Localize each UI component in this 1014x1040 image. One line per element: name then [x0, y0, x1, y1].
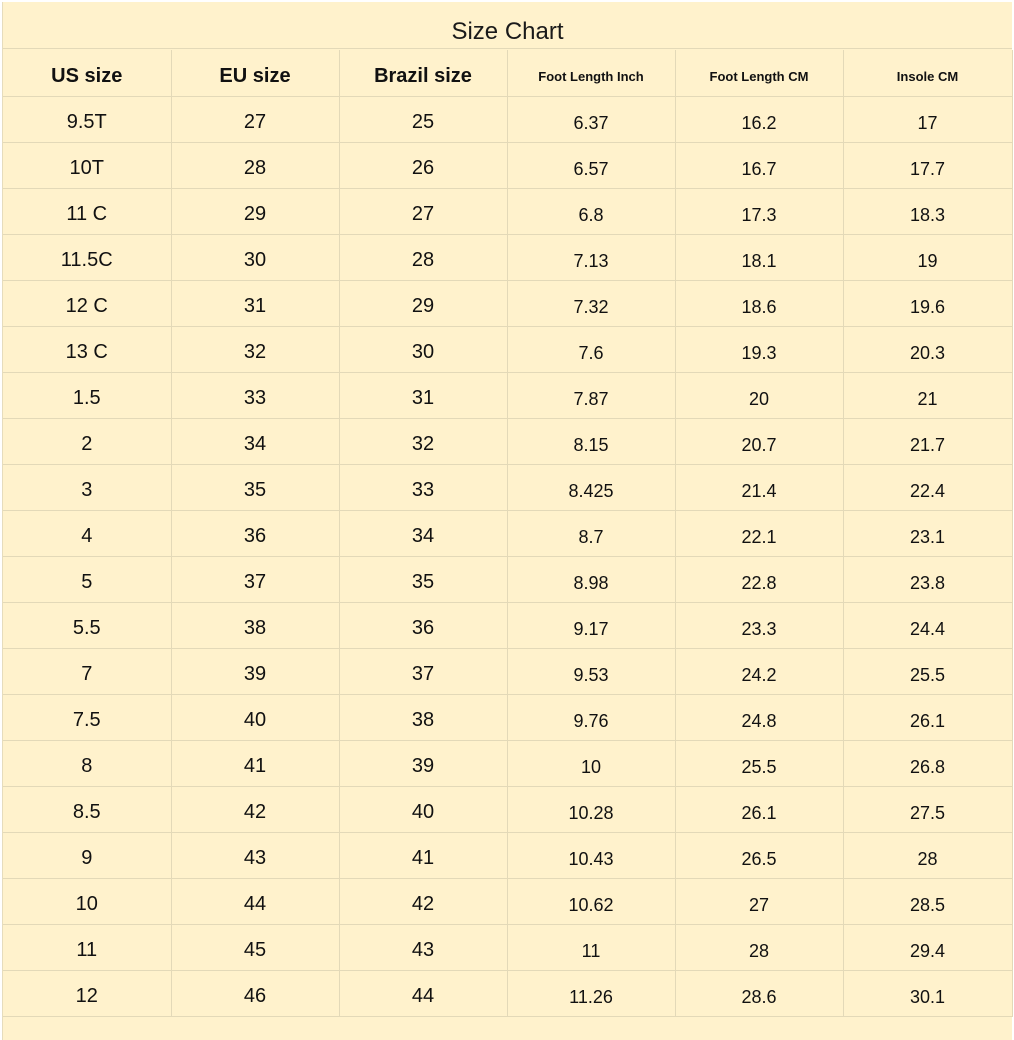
cell-foot-length-inch: 6.37	[507, 96, 675, 142]
cell-brazil-size: 25	[339, 96, 507, 142]
table-row	[3, 418, 1012, 464]
cell-foot-length-inch: 6.57	[507, 142, 675, 188]
cell-foot-length-cm: 24.2	[675, 648, 843, 694]
cell-us-size: 5.5	[3, 602, 171, 648]
size-chart-table	[3, 50, 1013, 1017]
cell-foot-length-cm: 21.4	[675, 464, 843, 510]
cell-us-size: 8	[3, 740, 171, 786]
cell-foot-length-cm: 18.6	[675, 280, 843, 326]
header-brazil-size: Brazil size	[339, 50, 507, 96]
table-row	[3, 96, 1012, 142]
cell-brazil-size: 36	[339, 602, 507, 648]
chart-title: Size Chart	[3, 2, 1012, 49]
table-row	[3, 970, 1012, 1016]
cell-insole-cm: 19	[843, 234, 1012, 280]
cell-us-size: 5	[3, 556, 171, 602]
cell-foot-length-cm: 28.6	[675, 970, 843, 1016]
cell-foot-length-cm: 17.3	[675, 188, 843, 234]
cell-brazil-size: 44	[339, 970, 507, 1016]
cell-foot-length-cm: 20.7	[675, 418, 843, 464]
cell-insole-cm: 26.1	[843, 694, 1012, 740]
table-row	[3, 464, 1012, 510]
header-insole-cm: Insole CM	[843, 50, 1012, 96]
cell-insole-cm: 21.7	[843, 418, 1012, 464]
cell-foot-length-cm: 26.1	[675, 786, 843, 832]
cell-foot-length-cm: 28	[675, 924, 843, 970]
cell-eu-size: 27	[171, 96, 339, 142]
cell-eu-size: 29	[171, 188, 339, 234]
cell-foot-length-inch: 10.62	[507, 878, 675, 924]
table-row	[3, 510, 1012, 556]
cell-eu-size: 31	[171, 280, 339, 326]
cell-foot-length-inch: 8.7	[507, 510, 675, 556]
cell-foot-length-inch: 11	[507, 924, 675, 970]
header-row	[3, 50, 1012, 96]
cell-brazil-size: 31	[339, 372, 507, 418]
cell-eu-size: 39	[171, 648, 339, 694]
cell-eu-size: 33	[171, 372, 339, 418]
cell-us-size: 7	[3, 648, 171, 694]
table-row	[3, 648, 1012, 694]
table-row	[3, 832, 1012, 878]
cell-eu-size: 36	[171, 510, 339, 556]
cell-us-size: 7.5	[3, 694, 171, 740]
cell-brazil-size: 41	[339, 832, 507, 878]
table-row	[3, 372, 1012, 418]
table-row	[3, 878, 1012, 924]
cell-eu-size: 30	[171, 234, 339, 280]
cell-foot-length-cm: 24.8	[675, 694, 843, 740]
table-row	[3, 556, 1012, 602]
cell-insole-cm: 18.3	[843, 188, 1012, 234]
cell-insole-cm: 17	[843, 96, 1012, 142]
cell-foot-length-cm: 27	[675, 878, 843, 924]
cell-foot-length-inch: 6.8	[507, 188, 675, 234]
cell-eu-size: 44	[171, 878, 339, 924]
cell-brazil-size: 30	[339, 326, 507, 372]
cell-eu-size: 45	[171, 924, 339, 970]
cell-insole-cm: 30.1	[843, 970, 1012, 1016]
header-foot-length-cm: Foot Length CM	[675, 50, 843, 96]
cell-insole-cm: 23.1	[843, 510, 1012, 556]
cell-brazil-size: 43	[339, 924, 507, 970]
cell-us-size: 11.5C	[3, 234, 171, 280]
cell-brazil-size: 27	[339, 188, 507, 234]
cell-foot-length-inch: 11.26	[507, 970, 675, 1016]
table-row	[3, 188, 1012, 234]
cell-foot-length-inch: 7.13	[507, 234, 675, 280]
cell-us-size: 11	[3, 924, 171, 970]
cell-brazil-size: 32	[339, 418, 507, 464]
cell-insole-cm: 26.8	[843, 740, 1012, 786]
cell-eu-size: 40	[171, 694, 339, 740]
cell-eu-size: 38	[171, 602, 339, 648]
cell-brazil-size: 26	[339, 142, 507, 188]
cell-insole-cm: 29.4	[843, 924, 1012, 970]
header-us-size: US size	[3, 50, 171, 96]
cell-insole-cm: 17.7	[843, 142, 1012, 188]
cell-brazil-size: 33	[339, 464, 507, 510]
table-row	[3, 786, 1012, 832]
cell-eu-size: 28	[171, 142, 339, 188]
cell-foot-length-inch: 7.87	[507, 372, 675, 418]
cell-foot-length-cm: 22.1	[675, 510, 843, 556]
cell-insole-cm: 20.3	[843, 326, 1012, 372]
cell-us-size: 11 C	[3, 188, 171, 234]
cell-insole-cm: 28	[843, 832, 1012, 878]
table-row	[3, 280, 1012, 326]
table-row	[3, 142, 1012, 188]
table-row	[3, 694, 1012, 740]
cell-foot-length-inch: 8.98	[507, 556, 675, 602]
cell-foot-length-inch: 10	[507, 740, 675, 786]
cell-brazil-size: 42	[339, 878, 507, 924]
cell-insole-cm: 21	[843, 372, 1012, 418]
cell-brazil-size: 28	[339, 234, 507, 280]
cell-foot-length-inch: 8.15	[507, 418, 675, 464]
cell-insole-cm: 28.5	[843, 878, 1012, 924]
cell-us-size: 3	[3, 464, 171, 510]
cell-brazil-size: 37	[339, 648, 507, 694]
cell-eu-size: 34	[171, 418, 339, 464]
cell-foot-length-cm: 25.5	[675, 740, 843, 786]
cell-eu-size: 35	[171, 464, 339, 510]
cell-us-size: 8.5	[3, 786, 171, 832]
cell-foot-length-inch: 10.28	[507, 786, 675, 832]
cell-insole-cm: 23.8	[843, 556, 1012, 602]
cell-us-size: 10	[3, 878, 171, 924]
cell-us-size: 12 C	[3, 280, 171, 326]
cell-us-size: 13 C	[3, 326, 171, 372]
cell-foot-length-cm: 16.7	[675, 142, 843, 188]
cell-foot-length-cm: 26.5	[675, 832, 843, 878]
cell-foot-length-inch: 9.17	[507, 602, 675, 648]
table-row	[3, 234, 1012, 280]
cell-us-size: 12	[3, 970, 171, 1016]
cell-us-size: 10T	[3, 142, 171, 188]
cell-foot-length-inch: 9.76	[507, 694, 675, 740]
cell-foot-length-cm: 18.1	[675, 234, 843, 280]
cell-foot-length-cm: 16.2	[675, 96, 843, 142]
cell-foot-length-inch: 8.425	[507, 464, 675, 510]
table-row	[3, 740, 1012, 786]
table-row	[3, 326, 1012, 372]
cell-us-size: 9.5T	[3, 96, 171, 142]
cell-us-size: 4	[3, 510, 171, 556]
cell-brazil-size: 29	[339, 280, 507, 326]
header-foot-length-inch: Foot Length Inch	[507, 50, 675, 96]
cell-brazil-size: 40	[339, 786, 507, 832]
cell-eu-size: 43	[171, 832, 339, 878]
cell-brazil-size: 35	[339, 556, 507, 602]
cell-eu-size: 41	[171, 740, 339, 786]
cell-us-size: 9	[3, 832, 171, 878]
cell-us-size: 1.5	[3, 372, 171, 418]
cell-insole-cm: 27.5	[843, 786, 1012, 832]
cell-foot-length-inch: 7.6	[507, 326, 675, 372]
corner-margin	[842, 0, 1014, 2]
cell-insole-cm: 25.5	[843, 648, 1012, 694]
cell-eu-size: 32	[171, 326, 339, 372]
table-row	[3, 602, 1012, 648]
cell-brazil-size: 34	[339, 510, 507, 556]
cell-foot-length-cm: 19.3	[675, 326, 843, 372]
cell-brazil-size: 38	[339, 694, 507, 740]
cell-insole-cm: 22.4	[843, 464, 1012, 510]
cell-foot-length-cm: 20	[675, 372, 843, 418]
cell-insole-cm: 19.6	[843, 280, 1012, 326]
cell-eu-size: 42	[171, 786, 339, 832]
cell-insole-cm: 24.4	[843, 602, 1012, 648]
cell-foot-length-inch: 10.43	[507, 832, 675, 878]
cell-foot-length-cm: 23.3	[675, 602, 843, 648]
cell-brazil-size: 39	[339, 740, 507, 786]
header-eu-size: EU size	[171, 50, 339, 96]
table-row	[3, 924, 1012, 970]
size-chart-sheet	[2, 2, 1012, 1040]
cell-foot-length-inch: 9.53	[507, 648, 675, 694]
cell-eu-size: 46	[171, 970, 339, 1016]
cell-eu-size: 37	[171, 556, 339, 602]
cell-foot-length-inch: 7.32	[507, 280, 675, 326]
cell-foot-length-cm: 22.8	[675, 556, 843, 602]
cell-us-size: 2	[3, 418, 171, 464]
